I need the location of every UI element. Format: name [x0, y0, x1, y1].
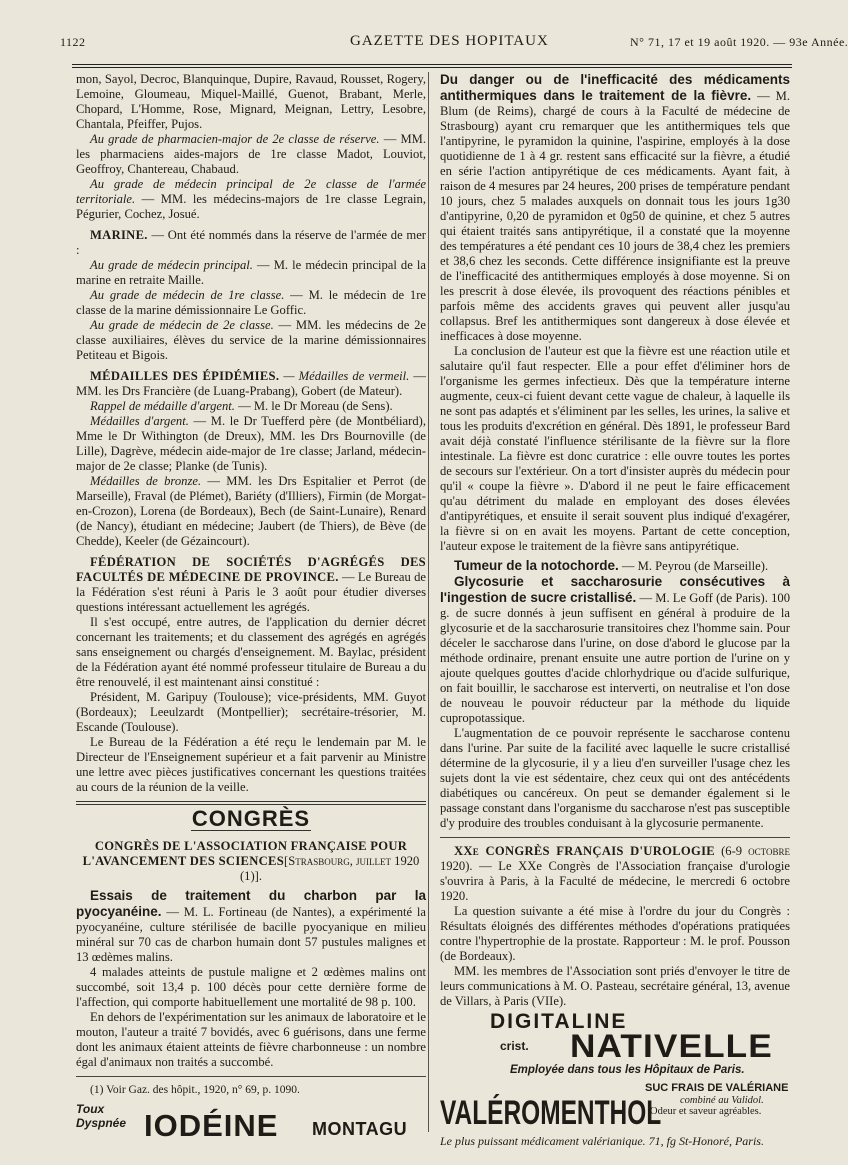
argent-paragraph: Médailles d'argent. — M. le Dr Tuefferd père (de Montbéliard), Mme le Dr Withington (de Dreux), MM. les Drs Bournoville (de Lille), Dagrève, médecin aide-major de 1re classe; Jarland, médecin-major de 2e classe; Planke (de Tunis).: [76, 414, 426, 473]
federation-p3: Président, M. Garipuy (Toulouse); vice-présidents, MM. Guyot (Bordeaux); Leeulzardt (Montpellier); secrétaire-trésorier, M. Escande (Toulouse).: [76, 690, 426, 734]
valero-line-b: combiné au Validol.: [680, 1095, 764, 1106]
left-column: [76, 72, 426, 1098]
charbon-p3: En dehors de l'expérimentation sur les animaux de laboratoire et le mouton, l'auteur a traité 7 bovidés, avec 6 guérisons, dans une ferme dont les animaux étaient atteints de fièvre charbonneuse : un nombre égal d'animaux non traités a succombé.: [76, 1010, 426, 1069]
afas-heading: CONGRÈS DE L'ASSOCIATION FRANÇAISE POUR L'AVANCEMENT DES SCIENCES[Strasbourg, juillet 1920 (1)].: [82, 839, 420, 883]
charbon-p2: 4 malades atteints de pustule maligne et 2 œdèmes malins ont succombé, soit 13,4 p. 100 décès pour cette dernière forme de l'affection, qui comporte habituellement une mortalité de 98 p. 100.: [76, 965, 426, 1009]
digitaline-tagline: Employée dans tous les Hôpitaux de Paris.: [510, 1064, 745, 1076]
rappel-paragraph: Rappel de médaille d'argent. — M. le Dr Moreau (de Sens).: [90, 399, 393, 413]
iodeine-ad: [76, 1102, 426, 1142]
danger-p2: La conclusion de l'auteur est que la fièvre est une réaction utile et salutaire qu'il faut respecter. Elle a pour effet d'éliminer hors de l'organisme les germes infectieux. Dès que la température interne augmente, ceux-ci fuient devant cette vague de chaleur, à laquelle ils ne sont pas adaptés et s'éliminent par les selles, les urines, la salive et tous les produits d'excrétion en général. Dès 1891, le professeur Bard avait déjà constaté l'influence stérilisante de la fièvre sur la flore intestinale. La fièvre est donc curatrice : elle ouvre toutes les portes de secours sur l'extérieur. On a tort d'insister auprès du médecin pour qu'il « coupe la fièvre ». D'abord il ne peut le faire efficacement qu'au détriment du malade en employant des doses élevées d'antipyrétiques, et ensuite il serait souvent plus indiqué d'exagérer, la fièvre si on en avait les moyens. Partant de cette conception, l'auteur expose le traitement de la fièvre sans antipyrétique.: [440, 344, 790, 553]
digitaline-ad: [440, 1010, 790, 1076]
montagu-brand: MONTAGU: [312, 1119, 408, 1139]
marine-1: Au grade de médecin principal. — M. le médecin principal de la marine en retraite Maille.: [76, 258, 426, 287]
glyco-paragraph: Glycosurie et saccharosurie consécutives à l'ingestion de sucre cristallisé. — M. Le Goff (de Paris). 100 g. de sucre donnés à jeun suffisent en général à produire de la glycosurie et de la saccharosurie transitoires chez l'homme sain. Pour déceler le saccharose dans l'urine, on dose d'abord le glucose par la méthode ordinaire, prenant ensuite une autre portion de l'urine on y ajoute quelques gouttes d'acide chlorhydrique ou d'acide sulfurique, on fait bouillir, le saccharose est interverti, on neutralise et l'on dose de nouveau le pouvoir réducteur par la méthode du liquide cupropotassique.: [440, 574, 790, 725]
iodeine-brand: IODÉINE: [144, 1108, 279, 1143]
section-rule-right: [440, 837, 790, 838]
page-header: [60, 33, 848, 55]
journal-title: GAZETTE DES HOPITAUX: [350, 33, 549, 49]
valero-brand: VALÉROMENTHOL: [440, 1094, 662, 1132]
header-rule-thin: [72, 67, 792, 68]
federation-paragraph: FÉDÉRATION DE SOCIÉTÉS D'AGRÉGÉS DES FACULTÉS DE MÉDECINE DE PROVINCE. — Le Bureau de la Fédération s'est réuni à Paris le 3 août pour étudier diverses questions intéressant actuellement les agrégés.: [76, 555, 426, 614]
congres-heading: CONGRÈS: [191, 806, 311, 831]
column-divider: [428, 72, 429, 1132]
footnote: (1) Voir Gaz. des hôpit., 1920, n° 69, p. 1090.: [90, 1084, 300, 1096]
valero-line-c: Odeur et saveur agréables.: [650, 1106, 762, 1117]
crist-word: crist.: [500, 1039, 529, 1053]
nativelle-word: NATIVELLE: [570, 1028, 773, 1064]
bronze-paragraph: Médailles de bronze. — MM. les Drs Espitalier et Perrot (de Marseille), Fraval (de Plémet), Bariéty (d'Illiers), Firmin (de Morgat-en-Crozon), Lorena (de Bordeaux), Bech (de Saint-Lunaire), Renard (de Nancy), étudiant en médecine; Jaubert (de Thiers), de Bève (de Chedde), Keeler (de Gézaincourt).: [76, 474, 426, 548]
marine-3: Au grade de médecin de 2e classe. — MM. les médecins de 2e classe auxiliaires, élèves du service de la marine démissionnaires Petiteau et Bigois.: [76, 318, 426, 362]
federation-p4: Le Bureau de la Fédération a été reçu le lendemain par M. le Directeur de l'Enseignement supérieur et a fait parvenir au Ministre une lettre avec pièces justificatives concernant les questions traitées au cours de la réunion de la veille.: [76, 735, 426, 794]
danger-paragraph: Du danger ou de l'inefficacité des médicaments antithermiques dans le traitement de la fièvre. — M. Blum (de Reims), chargé de cours à la Faculté de médecine de Strasbourg) ayant cru remarquer que les antithermiques tels que l'antipyrine, le pyramidon la quinine, l'aspirine, employés à la dose quotidienne de 1 à 4 gr. restent sans efficacité sur la fièvre, a étudié en série l'action antipyrétique de ces médicaments. Ayant fait, à raison de 4 mesures par 24 heures, 200 prises de température pendant 10 jours, chez 5 malades auxquels on donnait tous les jours 1g30 d'antipyrine, 0,20 de pyramidon et 0g50 de quinine, et chez 5 autres qui étaient traités sans antipyrétique, il a constaté que la moyenne des températures a été pendant ces 10 jours de 38,4 chez les premiers et 38,6 chez les seconds. Cette différence insignifiante est la preuve de l'inefficacité des antithermiques employés à dose moyenne. Si on les prescrit à dose élevée, ils provoquent des réactions pénibles et parfois même des accidents graves qui peuvent aller jusqu'au collapsus. Bref les antithermiques sont dangereux à dose élevée et inefficaces à dose moyenne.: [440, 72, 790, 343]
header-rule: [72, 64, 792, 65]
intro-names: mon, Sayol, Decroc, Blanquinque, Dupire, Ravaud, Rousset, Rogery, Lemoine, Gloumeau, Miquel-Maillé, Guenot, Brabant, Merle, Chopard, L'Homme, Rose, Mignard, Meignan, Lettry, Lesobre, Chantala, Pfeiffer, Pujos.: [76, 72, 426, 131]
issue-info: N° 71, 17 et 19 août 1920. — 93e Année.: [630, 35, 848, 49]
uro-p2: La question suivante a été mise à l'ordre du jour du Congrès : Résultats éloignés des différentes méthodes d'opérations pratiquées contre l'hypertrophie de la prostate. Rapporteur : M. le prof. Pousson (de Bordeaux).: [440, 904, 790, 963]
uro-paragraph: XXe CONGRÈS FRANÇAIS D'UROLOGIE (6-9 octobre 1920). — Le XXe Congrès de l'Association française d'urologie s'ouvrira à Paris, à la Faculté de médecine, le mercredi 6 octobre 1920.: [440, 844, 790, 903]
federation-p2: Il s'est occupé, entre autres, de l'application du dernier décret concernant les traitements; et du classement des agrégés en agrégés sans enseignement ou chargés d'enseignement. M. Baylac, président de la Fédération ayant été nommé professeur titulaire de Bureau a du être renouvelé, il est maintenant ainsi constitué :: [76, 615, 426, 689]
charbon-paragraph: Essais de traitement du charbon par la pyocyanéine. — M. L. Fortineau (de Nantes), a expérimenté la pyocyanéine, culture stérilisée de bacille pyocyanique en milieu minéral sur 70 cas de charbon humain dont 57 pustules malignes et 13 œdèmes malins.: [76, 888, 426, 964]
iodeine-symptoms: Toux Dyspnée: [76, 1102, 127, 1130]
valero-line-a: SUC FRAIS DE VALÉRIANE: [645, 1082, 789, 1094]
page-number: 1122: [60, 35, 86, 49]
marine-paragraph: MARINE. — Ont été nommés dans la réserve de l'armée de mer :: [76, 228, 426, 257]
pharm-paragraph: Au grade de pharmacien-major de 2e classe de réserve. — MM. les pharmaciens aides-majors de 1re classe Madot, Louviot, Geoffroy, Chantereau, Chabaud.: [76, 132, 426, 176]
section-rule: [76, 801, 426, 805]
digitaline-word: DIGITALINE: [490, 1010, 628, 1033]
footnote-rule: [76, 1076, 426, 1077]
med-paragraph: Au grade de médecin principal de 2e classe de l'armée territoriale. — MM. les médecins-majors de 1re classe Legrain, Pégurier, Cochez, Josué.: [76, 177, 426, 221]
valero-line-d: Le plus puissant médicament valérianique. 71, fg St-Honoré, Paris.: [440, 1134, 764, 1148]
marine-2: Au grade de médecin de 1re classe. — M. le médecin de 1re classe de la marine démissionnaire Le Goffic.: [76, 288, 426, 317]
glyco-p2: L'augmentation de ce pouvoir représente le saccharose contenu dans l'urine. Par suite de la facilité avec laquelle le sucre cristallisé détermine de la glycosurie, il y a lieu d'en surveiller l'usage chez les sujets dont la vie est sédentaire, chez ceux qui ont des antécédents diabétiques ou cancéreux. On peut se demander également si le passage constant dans l'organisme du saccharose n'est pas susceptible d'y produire des troubles conduisant à la glycosurie permanente.: [440, 726, 790, 830]
tumeur-paragraph: Tumeur de la notochorde. — M. Peyrou (de Marseille).: [454, 558, 769, 573]
uro-p3: MM. les membres de l'Association sont priés d'envoyer le titre de leurs communications à M. O. Pasteau, secrétaire général, 13, avenue de Villars, à Paris (VIIe).: [440, 964, 790, 1008]
medailles-paragraph: MÉDAILLES DES ÉPIDÉMIES. — Médailles de vermeil. — MM. les Drs Francière (de Luang-Prabang), Gobert (de Mateur).: [76, 369, 426, 398]
right-column: [440, 72, 790, 1009]
valeromenthol-ad: [440, 1082, 790, 1148]
